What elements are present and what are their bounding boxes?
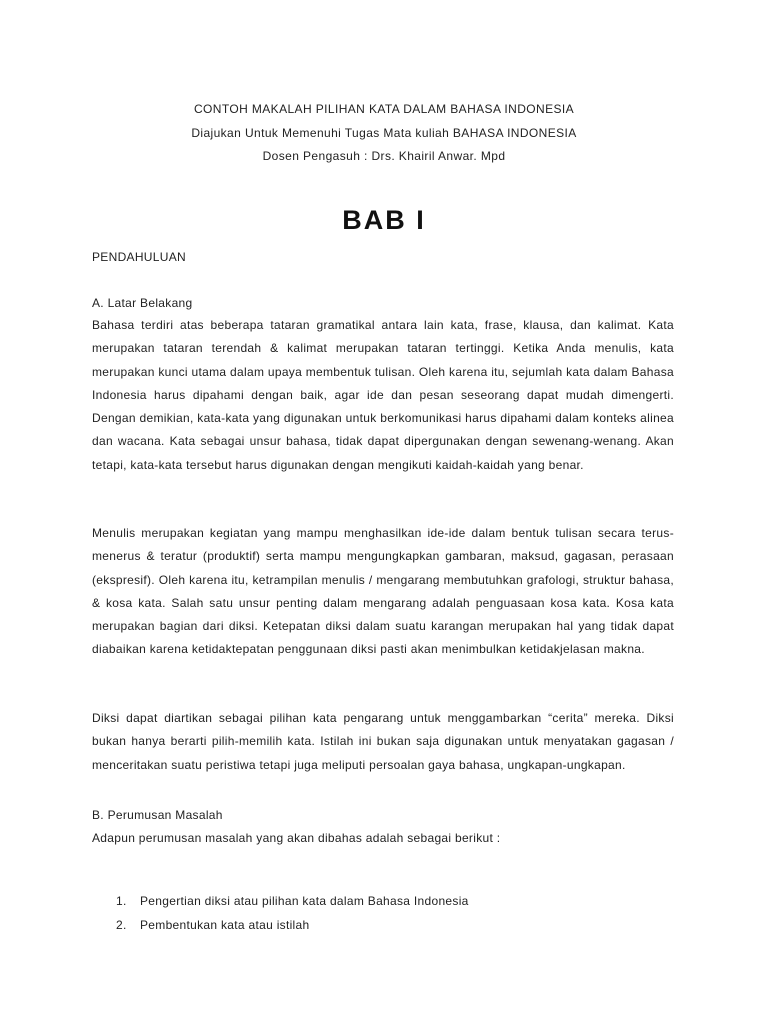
list-item — [92, 890, 674, 914]
section-b-intro: Adapun perumusan masalah yang akan dibahas adalah sebagai berikut : — [92, 831, 501, 845]
document-header — [0, 98, 768, 169]
problem-list — [92, 890, 674, 937]
list-item-text: Pembentukan kata atau istilah — [140, 917, 310, 932]
list-item-number: 1. — [116, 894, 127, 908]
paragraph-3: Diksi dapat diartikan sebagai pilihan kata pengarang untuk menggambarkan “cerita” mereka. Diksi bukan hanya berarti pilih-memilih kata. Istilah ini bukan saja digunakan untuk menyatakan gagasan / menceritakan suatu peristiwa tetapi juga meliputi persoalan gaya bahasa, ungkapan-ungkapan. — [92, 711, 674, 772]
chapter-title: BAB I — [342, 205, 426, 235]
document-subtitle: Diajukan Untuk Memenuhi Tugas Mata kuliah BAHASA INDONESIA — [191, 125, 577, 140]
list-item-text: Pengertian diksi atau pilihan kata dalam Bahasa Indonesia — [140, 894, 469, 908]
section-b-heading: B. Perumusan Masalah — [92, 808, 223, 822]
paragraph-1: Bahasa terdiri atas beberapa tataran gramatikal antara lain kata, frase, klausa, dan kalimat. Kata merupakan tataran terendah & kalimat merupakan tataran tertinggi. Ketika Anda menulis, kata merupakan kunci utama dalam upaya membentuk tulisan. Oleh karena itu, sejumlah kata dalam Bahasa Indonesia harus dipahami dengan baik, agar ide dan pesan seseorang dapat mudah dimengerti. Dengan demikian, kata-kata yang digunakan untuk berkomunikasi harus dipahami dalam konteks alinea dan wacana. Kata sebagai unsur bahasa, tidak dapat dipergunakan dengan sewenang-wenang. Akan tetapi, kata-kata tersebut harus digunakan dengan mengikuti kaidah-kaidah yang benar. — [92, 318, 674, 472]
list-item — [92, 914, 674, 938]
list-item-number: 2. — [116, 917, 127, 932]
lecturer-line: Dosen Pengasuh : Drs. Khairil Anwar. Mpd — [262, 149, 506, 163]
section-a-heading: A. Latar Belakang — [92, 296, 193, 310]
document-title: CONTOH MAKALAH PILIHAN KATA DALAM BAHASA INDONESIA — [193, 102, 575, 116]
paragraph-2: Menulis merupakan kegiatan yang mampu menghasilkan ide-ide dalam bentuk tulisan secara terus-menerus & teratur (produktif) serta mampu mengungkapkan gambaran, maksud, gagasan, perasaan (ekspresif). Oleh karena itu, ketrampilan menulis / mengarang membutuhkan grafologi, struktur bahasa, & kosa kata. Salah satu unsur penting dalam mengarang adalah penguasaan kosa kata. Kosa kata merupakan bagian dari diksi. Ketepatan diksi dalam suatu karangan merupakan hal yang tidak dapat diabaikan karena ketidaktepatan penggunaan diksi pasti akan menimbulkan ketidakjelasan makna. — [92, 526, 674, 657]
chapter-label: PENDAHULUAN — [92, 250, 186, 264]
